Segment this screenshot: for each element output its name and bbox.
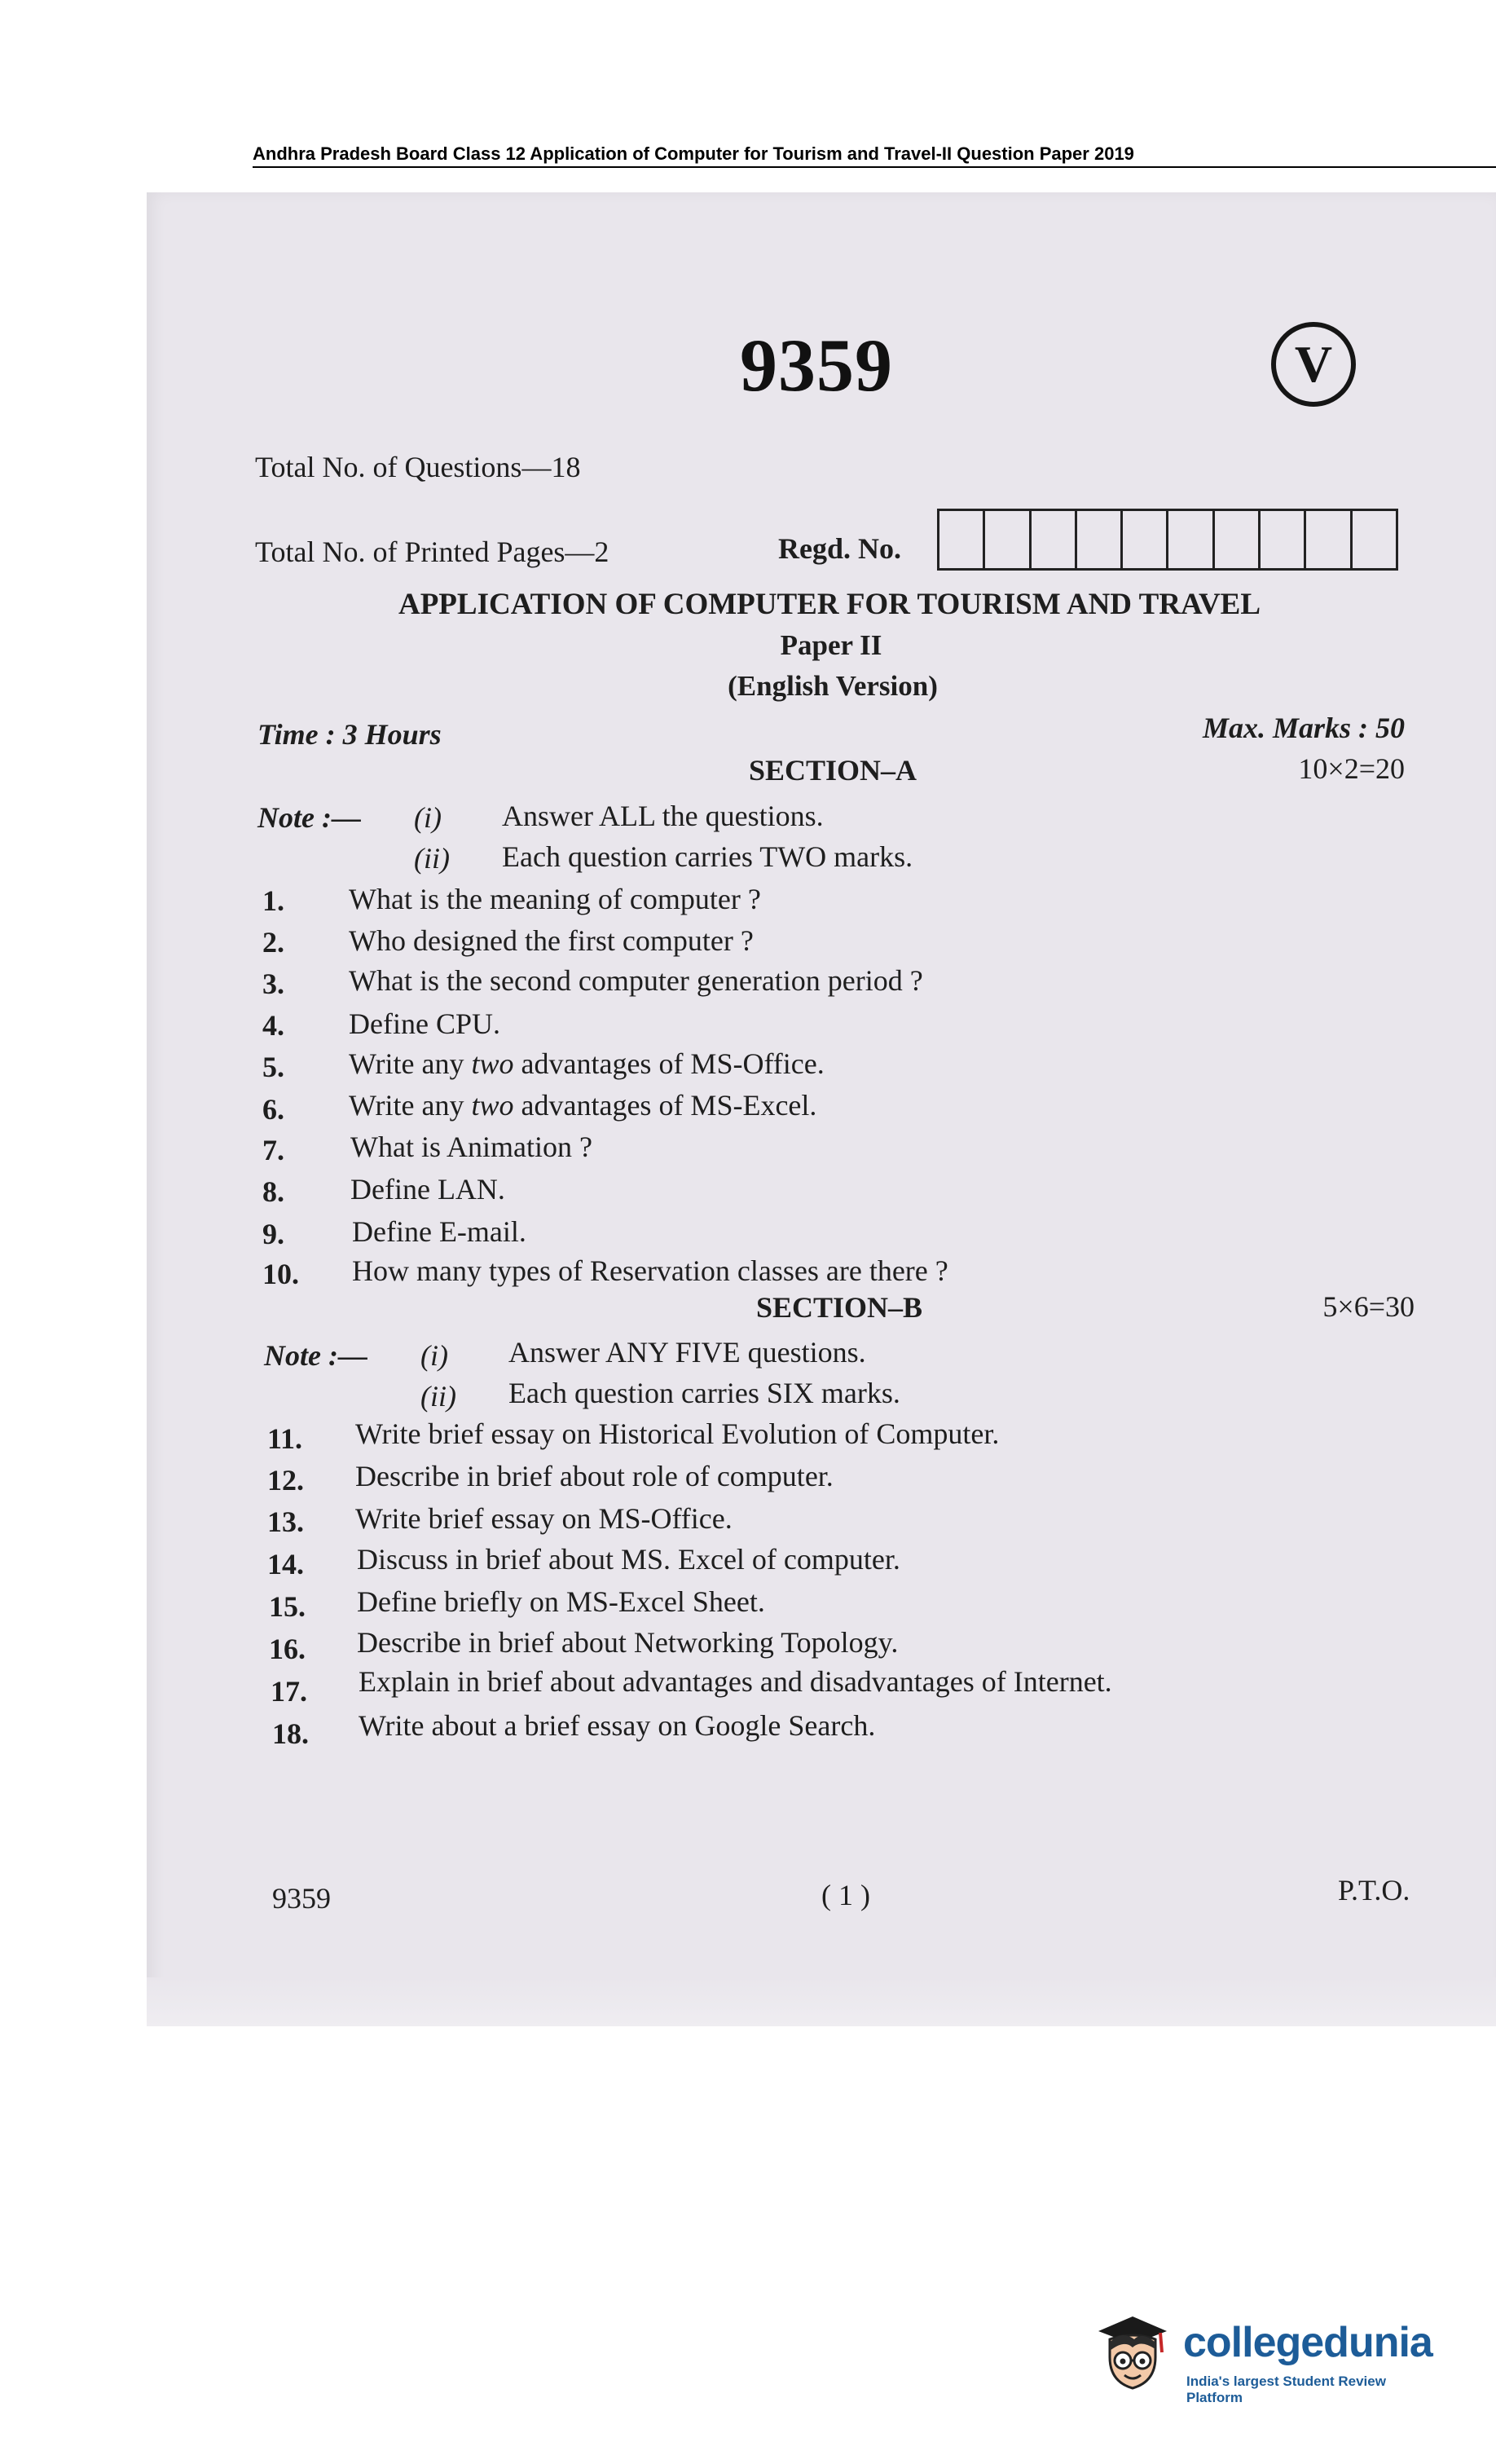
paper-code: 9359 [740, 324, 893, 407]
question-number: 8. [262, 1175, 284, 1208]
collegedunia-logo [1092, 2307, 1442, 2404]
footer-paper-code: 9359 [272, 1882, 331, 1915]
brand-name: collegedunia [1183, 2319, 1432, 2366]
question-number: 7. [262, 1134, 284, 1166]
question-text: Write any two advantages of MS-Office. [349, 1047, 825, 1080]
section-a-title: SECTION–A [748, 754, 917, 787]
question-text: Who designed the first computer ? [349, 924, 754, 957]
question-text: Define briefly on MS-Excel Sheet. [357, 1585, 765, 1618]
question-text: Describe in brief about Networking Topology. [357, 1626, 899, 1659]
question-number: 4. [262, 1009, 284, 1042]
section-a-note-num: (i) [414, 801, 442, 834]
total-questions: Total No. of Questions—18 [255, 451, 581, 483]
section-b-note-text: Answer ANY FIVE questions. [508, 1336, 866, 1369]
question-text: Define CPU. [349, 1007, 500, 1040]
question-number: 2. [262, 926, 284, 959]
question-text: What is the meaning of computer ? [349, 883, 761, 915]
question-text: What is the second computer generation period ? [349, 964, 923, 997]
question-number: 14. [267, 1548, 304, 1580]
question-number: 1. [262, 884, 284, 917]
question-number: 10. [262, 1258, 299, 1290]
page-number: ( 1 ) [821, 1879, 870, 1911]
section-b-note-label: Note :— [264, 1339, 367, 1372]
total-printed-pages: Total No. of Printed Pages—2 [255, 536, 609, 568]
question-text: Explain in brief about advantages and disadvantages of Internet. [359, 1665, 1112, 1698]
paper-version: (English Version) [728, 670, 938, 702]
section-a-marks: 10×2=20 [1298, 752, 1405, 785]
question-number: 9. [262, 1218, 284, 1250]
regd-no-label: Regd. No. [778, 532, 901, 565]
question-text: Write any two advantages of MS-Excel. [349, 1089, 817, 1122]
question-number: 12. [267, 1464, 304, 1496]
section-a-note-text: Each question carries TWO marks. [502, 840, 913, 873]
max-marks: Max. Marks : 50 [1202, 712, 1405, 744]
document-header: Andhra Pradesh Board Class 12 Application of Computer for Tourism and Travel-II Question Paper 2019 [253, 143, 1496, 168]
question-text: Discuss in brief about MS. Excel of computer. [357, 1543, 900, 1576]
question-text: Write about a brief essay on Google Search. [359, 1709, 876, 1742]
section-b-note-text: Each question carries SIX marks. [508, 1377, 900, 1409]
question-number: 13. [267, 1505, 304, 1538]
time-allowed: Time : 3 Hours [257, 718, 442, 751]
question-text: Define E-mail. [352, 1215, 526, 1248]
question-text: Write brief essay on MS-Office. [355, 1502, 733, 1535]
question-number: 15. [269, 1590, 306, 1623]
question-number: 5. [262, 1051, 284, 1083]
question-number: 16. [269, 1633, 306, 1665]
paper-title: APPLICATION OF COMPUTER FOR TOURISM AND TRAVEL [398, 588, 1261, 621]
pto-mark: P.T.O. [1338, 1874, 1410, 1906]
question-text: Define LAN. [350, 1173, 505, 1206]
section-b-title: SECTION–B [755, 1291, 923, 1324]
section-b-note-num: (ii) [420, 1380, 456, 1413]
question-text: Write brief essay on Historical Evolution of Computer. [355, 1417, 1000, 1450]
question-text: Describe in brief about role of computer. [355, 1460, 834, 1492]
regd-no-boxes [937, 509, 1398, 571]
mascot-icon [1092, 2307, 1173, 2404]
section-a-note-num: (ii) [414, 842, 450, 875]
question-number: 3. [262, 968, 284, 1000]
section-a-note-label: Note :— [257, 801, 361, 834]
question-number: 17. [271, 1675, 307, 1708]
question-number: 18. [272, 1717, 309, 1750]
paper-number: Paper II [780, 629, 882, 661]
question-text: What is Animation ? [350, 1131, 592, 1163]
question-number: 11. [267, 1422, 303, 1455]
version-circle-mark: V [1271, 322, 1356, 407]
question-text: How many types of Reservation classes are there ? [352, 1254, 948, 1287]
question-number: 6. [262, 1093, 284, 1126]
brand-tagline: India's largest Student Review Platform [1186, 2374, 1386, 2405]
section-b-marks: 5×6=30 [1322, 1290, 1415, 1323]
section-a-note-text: Answer ALL the questions. [502, 800, 824, 832]
section-b-note-num: (i) [420, 1339, 448, 1372]
